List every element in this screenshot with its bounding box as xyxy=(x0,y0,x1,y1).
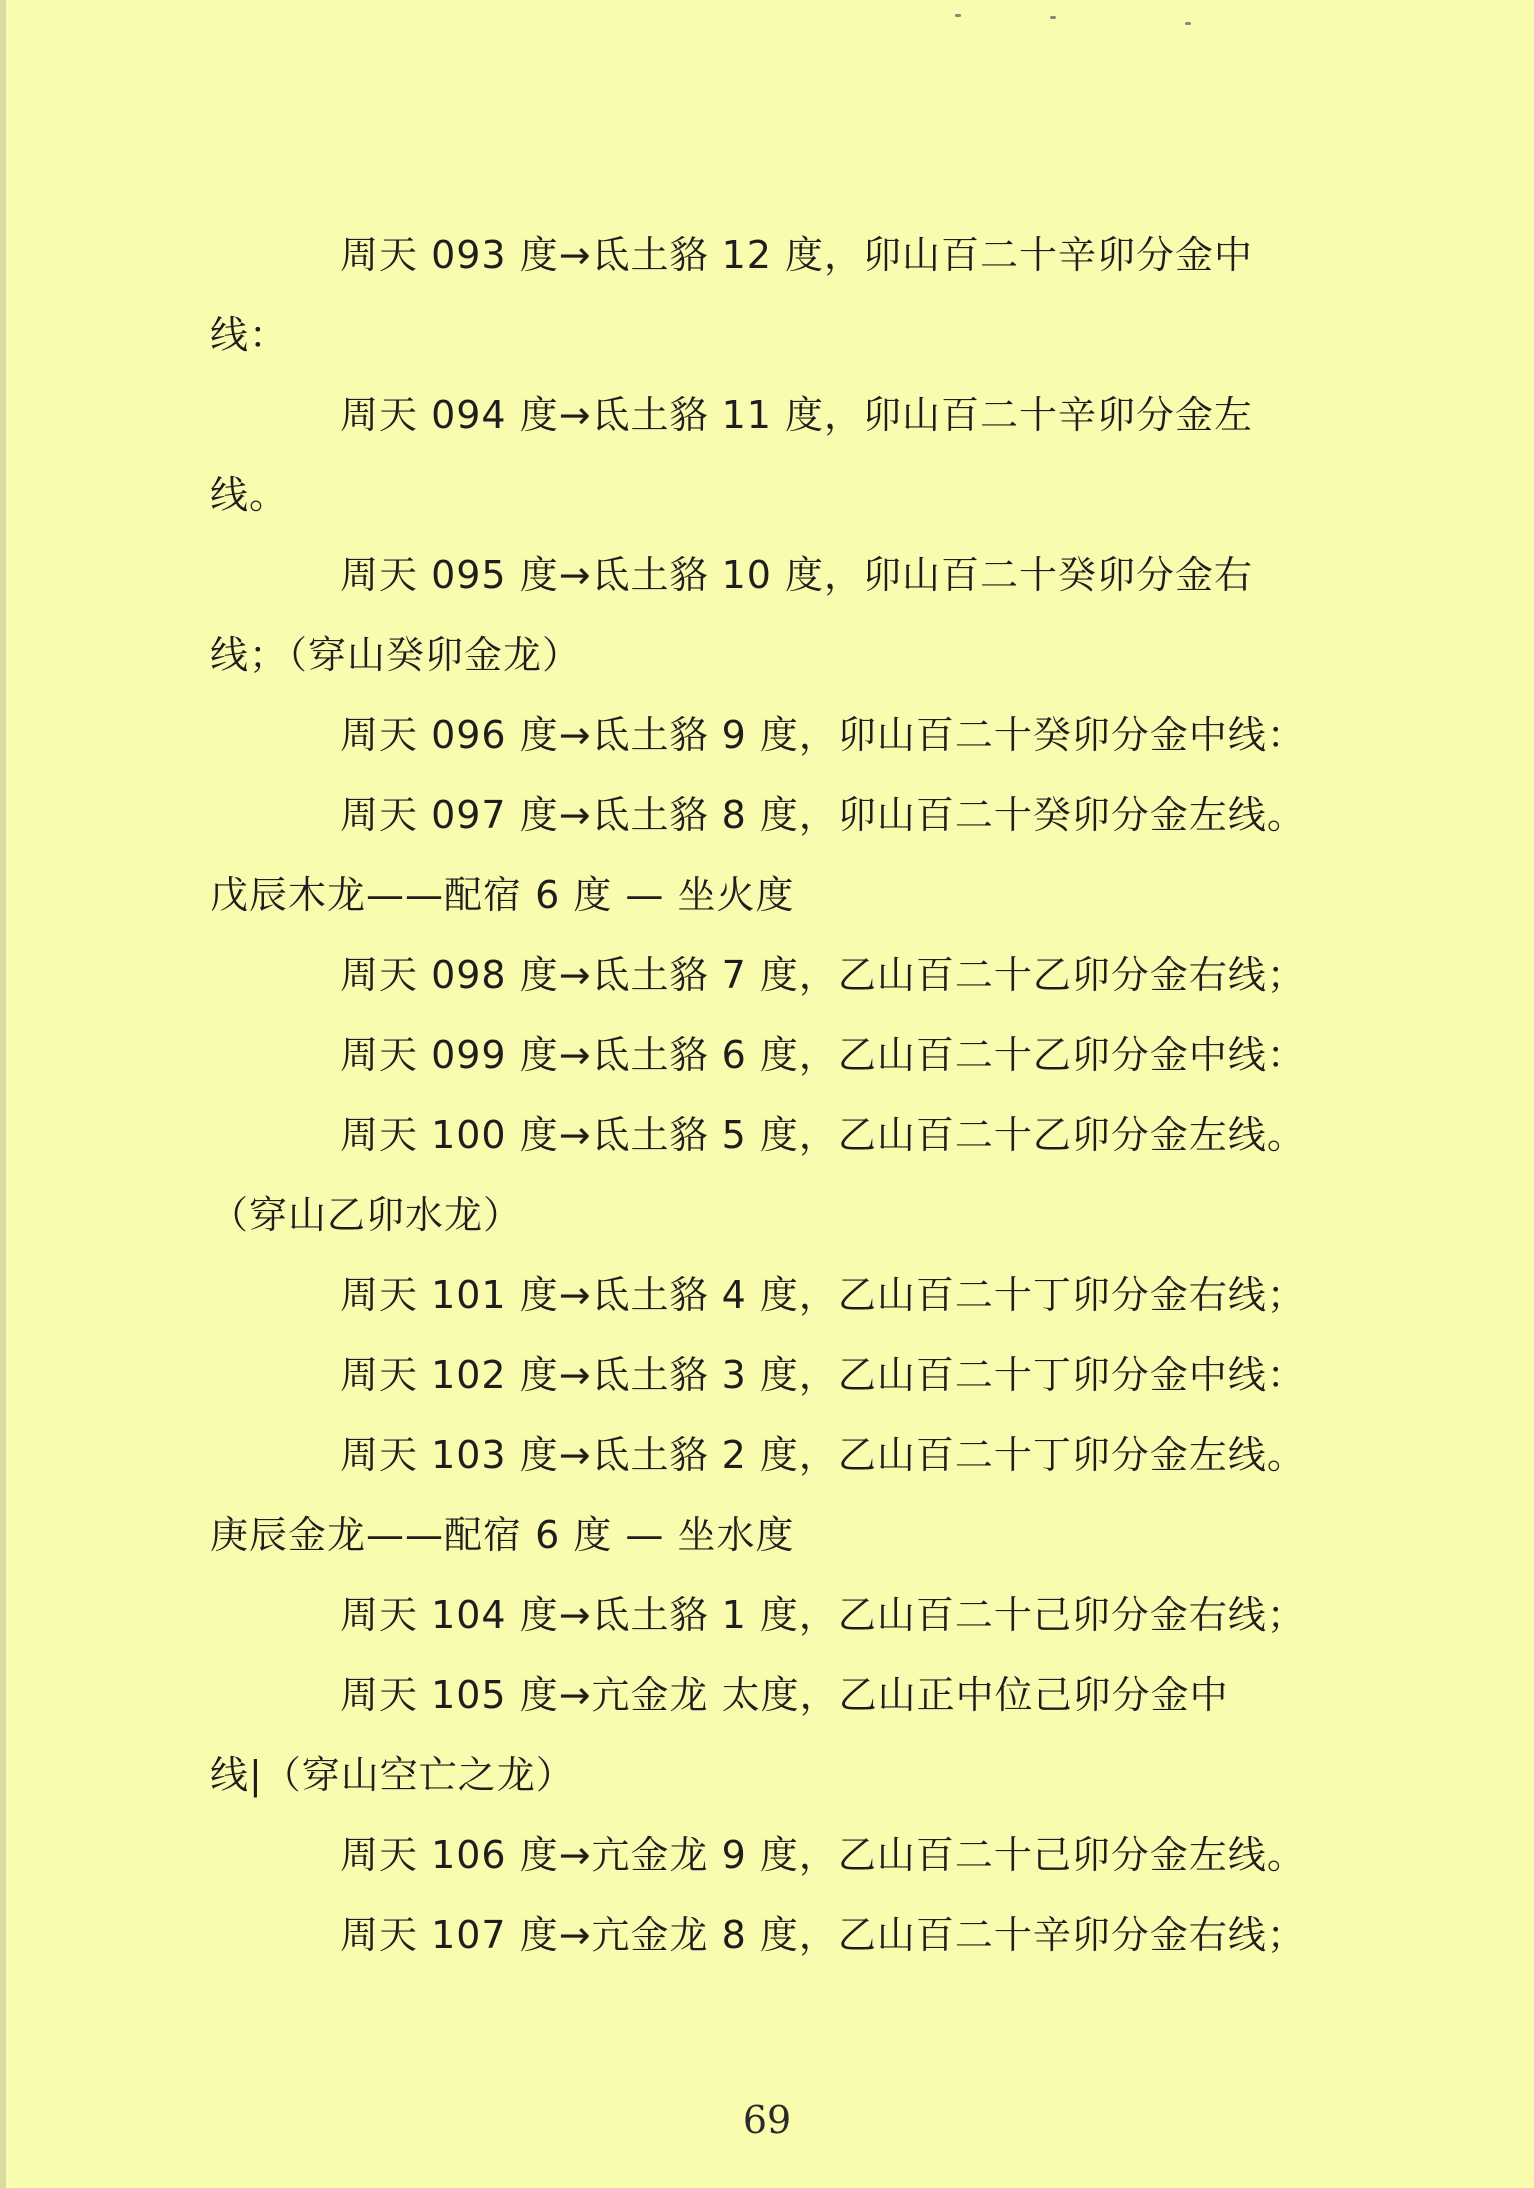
scan-speck xyxy=(1185,22,1191,25)
text-line: 线；（穿山癸卯金龙） xyxy=(210,633,582,677)
scan-speck xyxy=(955,14,961,17)
text-line: 周天 105 度→亢金龙 太度，乙山正中位己卯分金中 xyxy=(340,1673,1229,1717)
text-line: 周天 101 度→氐土貉 4 度，乙山百二十丁卯分金右线； xyxy=(340,1273,1306,1317)
text-line: 周天 097 度→氐土貉 8 度，卯山百二十癸卯分金左线。 xyxy=(340,793,1306,837)
scan-edge xyxy=(0,0,6,2188)
text-line: 周天 094 度→氐土貉 11 度，卯山百二十辛卯分金左 xyxy=(340,393,1254,437)
section-heading: 戊辰木龙——配宿 6 度 — 坐火度 xyxy=(210,873,795,917)
text-line: 周天 098 度→氐土貉 7 度，乙山百二十乙卯分金右线； xyxy=(340,953,1306,997)
text-line: 周天 093 度→氐土貉 12 度，卯山百二十辛卯分金中 xyxy=(340,233,1254,277)
text-line: 周天 103 度→氐土貉 2 度，乙山百二十丁卯分金左线。 xyxy=(340,1433,1306,1477)
text-line: 线|（穿山空亡之龙） xyxy=(210,1753,575,1797)
text-line: 周天 107 度→亢金龙 8 度，乙山百二十辛卯分金右线； xyxy=(340,1913,1306,1957)
section-heading: 庚辰金龙——配宿 6 度 — 坐水度 xyxy=(210,1513,795,1557)
text-line: 周天 100 度→氐土貉 5 度，乙山百二十乙卯分金左线。 xyxy=(340,1113,1306,1157)
text-line: 线。 xyxy=(210,473,289,517)
text-line: 周天 104 度→氐土貉 1 度，乙山百二十己卯分金右线； xyxy=(340,1593,1306,1637)
text-line: （穿山乙卯水龙） xyxy=(210,1193,523,1237)
text-line: 周天 095 度→氐土貉 10 度，卯山百二十癸卯分金右 xyxy=(340,553,1254,597)
text-line: 线： xyxy=(210,313,289,357)
text-line: 周天 106 度→亢金龙 9 度，乙山百二十己卯分金左线。 xyxy=(340,1833,1306,1877)
document-body xyxy=(210,215,1330,1975)
text-line: 周天 099 度→氐土貉 6 度，乙山百二十乙卯分金中线： xyxy=(340,1033,1306,1077)
scan-speck xyxy=(1050,16,1056,19)
text-line: 周天 102 度→氐土貉 3 度，乙山百二十丁卯分金中线： xyxy=(340,1353,1306,1397)
page-number: 69 xyxy=(742,2098,792,2142)
text-line: 周天 096 度→氐土貉 9 度，卯山百二十癸卯分金中线： xyxy=(340,713,1306,757)
